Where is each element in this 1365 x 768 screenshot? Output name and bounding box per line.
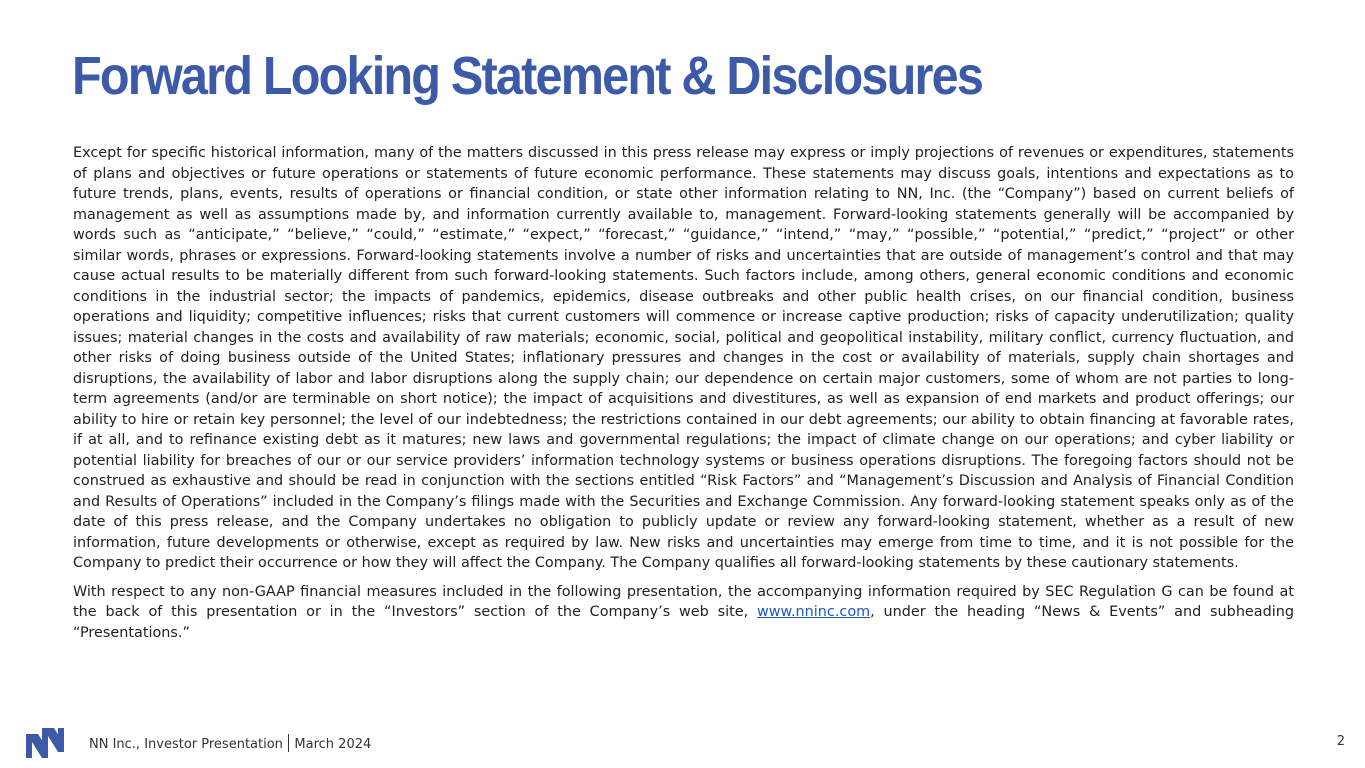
disclosure-body [73,143,1294,643]
footer-separator [288,734,290,752]
non-gaap-text-after: , under the heading “News & Events” and subheading “Presentations.” [73,604,1294,641]
footer-company: NN Inc., Investor Presentation [89,737,283,752]
website-link[interactable]: www.nninc.com [757,604,871,620]
footer [0,726,1365,760]
footer-date: March 2024 [294,737,372,752]
non-gaap-text-before: With respect to any non-GAAP financial measures included in the following presentation, the accompanying information required by SEC Regulation G can be found at the back of this presentation or in the “Investors” section of the Company’s web site, [73,583,1294,620]
non-gaap-paragraph [73,582,1294,644]
nn-logo-icon [26,728,64,758]
page-title: Forward Looking Statement & Disclosures [72,46,983,106]
forward-looking-paragraph: Except for specific historical information, many of the matters discussed in this press release may express or imply projections of revenues or expenditures, statements of plans and objectives or future operations or statements of future economic performance. These statements may discuss goals, intentions and expectations as to future trends, plans, events, results of operations or financial condition, or state other information relating to NN, Inc. (the “Company”) based on current beliefs of management as well as assumptions made by, and information currently available to, management. Forward-looking statements generally will be accompanied by words such as “anticipate,” “believe,” “could,” “estimate,” “expect,” “forecast,” “guidance,” “intend,” “may,” “possible,” “potential,” “predict,” “project” or other similar words, phrases or expressions. Forward-looking statements involve a number of risks and uncertainties that are outside of management’s control and that may cause actual results to be materially different from such forward-looking statements. Such factors include, among others, general economic conditions and economic conditions in the industrial sector; the impacts of pandemics, epidemics, disease outbreaks and other public health crises, on our financial condition, business operations and liquidity; competitive influences; risks that current customers will commence or increase captive production; risks of capacity underutilization; quality issues; material changes in the costs and availability of raw materials; economic, social, political and geopolitical instability, military conflict, currency fluctuation, and other risks of doing business outside of the United States; inflationary pressures and changes in the cost or availability of materials, supply chain shortages and disruptions, the availability of labor and labor disruptions along the supply chain; our dependence on certain major customers, some of whom are not parties to long-term agreements (and/or are terminable on short notice); the impact of acquisitions and divestitures, as well as expansion of end markets and product offerings; our ability to hire or retain key personnel; the level of our indebtedness; the restrictions contained in our debt agreements; our ability to obtain financing at favorable rates, if at all, and to refinance existing debt as it matures; new laws and governmental regulations; the impact of climate change on our operations; and cyber liability or potential liability for breaches of our or our service providers’ information technology systems or business operations disruptions. The foregoing factors should not be construed as exhaustive and should be read in conjunction with the sections entitled “Risk Factors” and “Management’s Discussion and Analysis of Financial Condition and Results of Operations” included in the Company’s filings made with the Securities and Exchange Commission. Any forward-looking statement speaks only as of the date of this press release, and the Company undertakes no obligation to publicly update or review any forward-looking statement, whether as a result of new information, future developments or otherwise, except as required by law. New risks and uncertainties may emerge from time to time, and it is not possible for the Company to predict their occurrence or how they will affect the Company. The Company qualifies all forward-looking statements by these cautionary statements. [73,145,1294,571]
footer-label [89,734,371,752]
page-number: 2 [1336,734,1345,749]
